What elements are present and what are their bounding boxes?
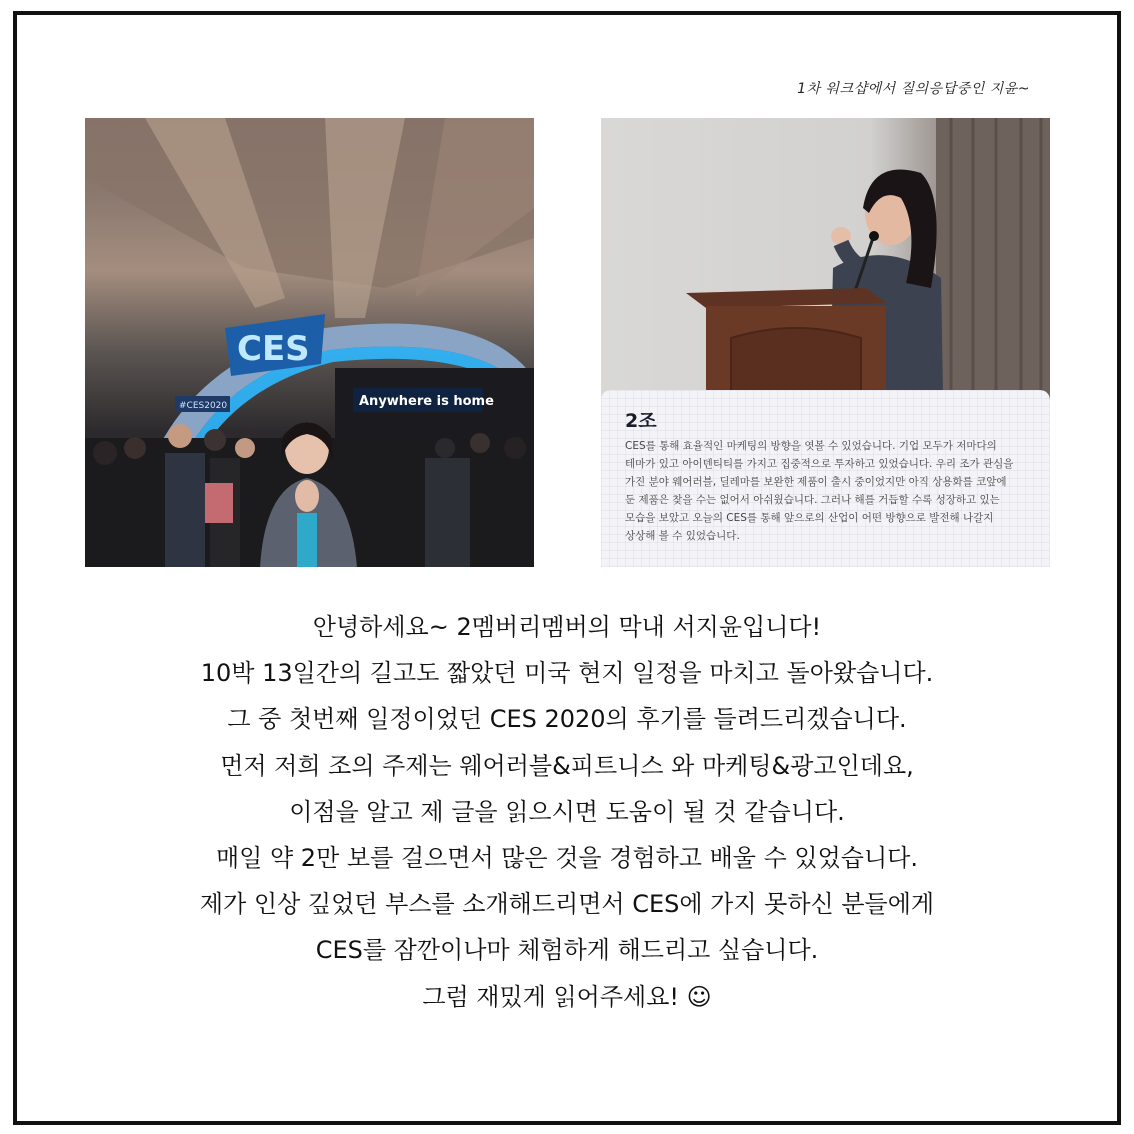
intro-line: 10박 13일간의 길고도 짧았던 미국 현지 일정을 마치고 돌아왔습니다. <box>200 659 934 688</box>
intro-line: 매일 약 2만 보를 걸으면서 많은 것을 경험하고 배울 수 있었습니다. <box>216 843 918 872</box>
card-title: 2조 <box>625 410 657 432</box>
card-line: 상상해 볼 수 있었습니다. <box>625 530 740 542</box>
intro-line: 이점을 알고 제 글을 읽으시면 도움이 될 것 같습니다. <box>289 797 845 826</box>
ces-entrance-illustration <box>85 118 534 567</box>
intro-line: 안녕하세요~ 2멤버리멤버의 막내 서지윤입니다! <box>312 613 822 641</box>
intro-line: 그럼 재밌게 읽어주세요! ☺ <box>422 982 712 1011</box>
intro-line: 그 중 첫번째 일정이었던 CES 2020의 후기를 들려드리겠습니다. <box>227 705 907 734</box>
card-line: 둔 제품은 찾을 수는 없어서 아쉬웠습니다. 그러나 해를 거듭할 수록 성장하고 있는 <box>625 494 1000 506</box>
card-line: CES를 통해 효율적인 마케팅의 방향을 엿볼 수 있었습니다. 기업 모두가 저마다의 <box>625 440 997 452</box>
card-line: 모습을 보았고 오늘의 CES를 통해 앞으로의 산업이 어떤 방향으로 발전해 나갈지 <box>625 512 994 524</box>
photo-caption: 1차 워크샵에서 질의응답중인 지윤~ <box>797 81 1030 97</box>
intro-text <box>60 604 1074 1020</box>
intro-line: 먼저 저희 조의 주제는 웨어러블&피트니스 와 마케팅&광고인데요, <box>220 751 914 780</box>
card-line: 가진 분야 웨어러블, 딜레마를 보완한 제품이 출시 중이었지만 아직 상용화를 코앞에 <box>625 476 1007 488</box>
ces-sign-text: CES <box>237 329 310 369</box>
banner-text: Anywhere is home <box>359 394 494 409</box>
ces-entrance-photo <box>85 118 534 567</box>
card-line: 테마가 있고 아이덴티티를 가지고 집중적으로 투자하고 있었습니다. 우리 조가 관심을 <box>625 458 1014 470</box>
intro-line: 제가 인상 깊었던 부스를 소개해드리면서 CES에 가지 못하신 분들에게 <box>199 890 935 919</box>
intro-line: CES를 잠깐이나마 체험하게 해드리고 싶습니다. <box>315 936 819 965</box>
workshop-qa-photo <box>601 118 1050 567</box>
team-summary-card <box>601 390 1050 567</box>
small-banner-text: #CES2020 <box>179 401 228 411</box>
